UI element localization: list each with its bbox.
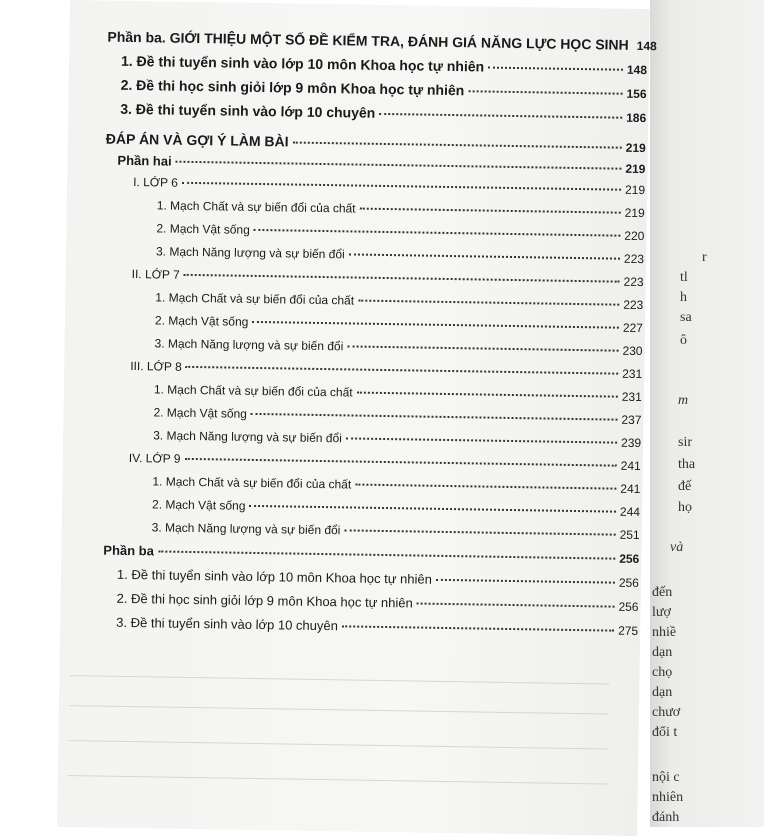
facing-page-fragment: đổi t [652,725,677,741]
toc-grade [129,451,641,473]
toc-page-number: 251 [620,528,640,542]
toc-page-number: 241 [620,482,640,496]
leader-dots [468,90,622,94]
facing-page-fragment: họ [678,500,692,516]
toc-answers-title: ĐÁP ÁN VÀ GỢI Ý LÀM BÀI [106,131,289,150]
toc-item-label: 1. Đề thi tuyển sinh vào lớp 10 môn Khoa học tự nhiên [117,567,432,587]
facing-page-fragment: ô [680,333,687,349]
toc-part3-intro-title: Phần ba. GIỚI THIỆU MỘT SỐ ĐỀ KIỂM TRA, ĐÁNH GIÁ NĂNG LỰC HỌC SINH [107,29,629,53]
leader-dots [252,321,619,329]
facing-page-fragment: chươ [652,705,680,721]
toc-item [116,615,638,638]
leader-dots [436,579,615,584]
toc-page-number: 219 [625,162,645,176]
leader-dots [360,208,621,214]
facing-page-fragment: sir [678,435,692,451]
toc-item [120,101,646,125]
leader-dots [358,300,619,306]
toc-grade [132,267,644,289]
leader-dots [184,458,616,467]
leader-dots [158,550,615,559]
facing-page-fragment: đến [652,585,672,601]
show-through-line [69,675,609,684]
toc-item [117,567,639,590]
toc-item-label: 1. Đề thi tuyển sinh vào lớp 10 môn Khoa học tự nhiên [121,53,484,75]
leader-dots [344,529,615,535]
toc-page-number: 223 [623,298,643,312]
toc-grade [133,175,645,197]
leader-dots [342,625,614,631]
facing-page-fragment: đánh [652,810,679,826]
toc-item-label: 3. Mạch Năng lượng và sự biến đổi [152,520,341,537]
toc-answers [106,131,646,155]
toc-item-label: 2. Mạch Vật sống [156,221,250,236]
leader-dots [488,67,623,71]
toc-item [152,520,640,542]
toc-item-label: 2. Mạch Vật sống [152,497,246,512]
toc-grade-title: I. LỚP 6 [133,175,178,190]
toc-page-number: 227 [623,321,643,335]
leader-dots [182,182,621,191]
toc-item [121,77,647,101]
toc-page-number: 223 [624,252,644,266]
toc-page-number: 230 [622,344,642,358]
toc-item-label: 2. Đề thi học sinh giỏi lớp 9 môn Khoa học tự nhiên [121,77,465,98]
facing-page-fragment: đế [678,479,691,495]
toc-part2-title: Phần hai [117,153,171,169]
toc-page-number: 186 [626,111,646,125]
toc-item-label: 3. Mạch Năng lượng và sự biến đổi [156,244,345,261]
toc-item [154,382,642,404]
toc-page-number: 219 [625,206,645,220]
facing-page-fragment: tl [680,270,688,286]
leader-dots [349,253,620,259]
toc-item [153,405,641,427]
toc-item-label: 3. Mạch Năng lượng và sự biến đổi [153,428,342,445]
facing-page [650,0,764,827]
toc-page-number: 219 [625,183,645,197]
toc-part3-intro [107,29,647,53]
toc-part3 [103,543,639,566]
toc-item-label: 2. Đề thi học sinh giỏi lớp 9 môn Khoa học tự nhiên [116,591,412,611]
leader-dots [346,437,617,443]
toc-item [155,313,643,335]
toc-item-label: 3. Đề thi tuyển sinh vào lớp 10 chuyên [120,101,375,121]
toc-page-number: 231 [622,367,642,381]
toc-item [116,591,638,614]
toc-item-label: 3. Mạch Năng lượng và sự biến đổi [155,336,344,353]
toc-grade [130,359,642,381]
facing-page-fragment: nhiên [652,790,683,806]
leader-dots [186,366,619,375]
toc-item-label: 1. Mạch Chất và sự biến đổi của chất [157,198,356,215]
toc-item [156,221,644,243]
leader-dots [347,345,618,351]
leader-dots [355,484,616,490]
show-through-line [69,705,609,714]
toc-page-number: 219 [626,141,646,155]
facing-page-fragment: lượ [652,605,671,621]
leader-dots [417,603,615,608]
toc-page-number: 239 [621,436,641,450]
facing-page-fragment: nội c [652,770,680,786]
show-through-line [68,740,608,749]
leader-dots [176,161,622,170]
toc-item [153,428,641,450]
toc-item [156,244,644,266]
toc-item [155,336,643,358]
leader-dots [249,505,616,513]
toc-item [152,497,640,519]
toc-page-number: 223 [624,275,644,289]
facing-page-fragment: dạn [652,645,672,661]
toc-item [157,198,645,220]
leader-dots [357,392,618,398]
toc-grade-title: III. LỚP 8 [130,359,182,374]
toc-page-number: 237 [621,413,641,427]
facing-page-fragment: dạn [652,685,672,701]
leader-dots [184,274,620,283]
toc-page-number: 231 [622,390,642,404]
leader-dots [293,142,622,149]
toc-grade-title: IV. LỚP 9 [129,451,181,466]
toc-item [121,53,647,77]
toc-page-number: 275 [618,624,638,638]
toc-part3-title: Phần ba [103,543,154,559]
facing-page-fragment: r [702,250,707,266]
toc-page-number: 256 [618,600,638,614]
toc-page-number: 256 [619,576,639,590]
toc-part2 [117,153,645,176]
toc-page-number: 148 [637,39,657,53]
toc-page-number: 256 [619,552,639,566]
toc-page-number: 241 [621,459,641,473]
facing-page-fragment: chọ [652,665,672,681]
leader-dots [251,413,618,421]
toc-item-label: 1. Mạch Chất và sự biến đổi của chất [155,290,354,307]
show-through-line [68,775,608,784]
toc-item-label: 1. Mạch Chất và sự biến đổi của chất [152,474,351,491]
leader-dots [379,113,622,119]
toc-page-number: 156 [626,87,646,101]
toc-item-label: 2. Mạch Vật sống [153,405,247,420]
toc-item [155,290,643,312]
toc-item-label: 2. Mạch Vật sống [155,313,249,328]
toc-item-label: 3. Đề thi tuyển sinh vào lớp 10 chuyên [116,615,338,633]
facing-page-fragment: và [670,540,683,556]
toc-page [57,0,650,836]
facing-page-fragment: m [678,393,688,409]
toc-page-number: 148 [627,63,647,77]
toc-grade-title: II. LỚP 7 [132,267,180,282]
toc-page-number: 244 [620,505,640,519]
facing-page-fragment: sa [680,310,692,326]
facing-page-fragment: tha [678,457,695,473]
facing-page-fragment: h [680,290,687,306]
toc-page-number: 220 [624,229,644,243]
leader-dots [254,229,621,237]
toc-item-label: 1. Mạch Chất và sự biến đổi của chất [154,382,353,399]
toc-item [152,474,640,496]
facing-page-fragment: nhiề [652,625,676,641]
